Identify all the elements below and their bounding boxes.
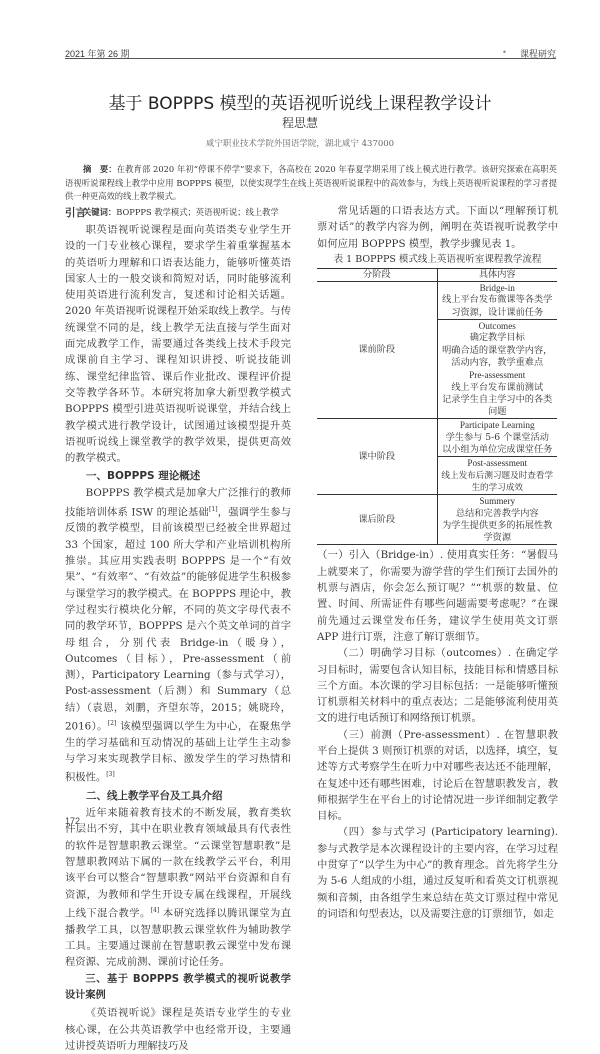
keywords-label: 关键词： [83,207,117,217]
cell-title: Pre-assessment [469,370,526,381]
section-2-paragraph [65,805,291,970]
page-number: 172 [65,816,81,826]
citation: [3] [106,771,115,779]
table-row [317,282,557,320]
cell-text: 总结和完善教学内容 [455,507,539,519]
author: 程思慧 [281,116,318,130]
section-1-heading: 一、BOPPPS 理论概述 [86,470,201,483]
cell-text: 线上平台发布课前测试 [451,381,544,393]
content-cell [437,457,557,495]
cell-title: Participate Learning [459,420,535,431]
cell-text: 学生参与 5-6 个课堂活动 [445,431,549,443]
table-row [317,419,557,457]
abstract-text: 在教育部 2020 年初“停课不停学”要求下，各高校在 2020 年春夏学期采用了线上模式进行教学。该研究探索在高职英语视听说课程线上教学中应用 BOPPPS 模型，以使实现学生在线上英语视听说课程中的高效参与，为线上英语视听说课程的学习者提供一种更高效的线上教学模式。 [65,164,557,201]
paper-title: 基于 BOPPPS 模型的英语视听说线上课程教学设计 [108,94,492,114]
abstract [65,163,557,204]
content-cell [437,495,557,545]
content-cell [437,320,557,419]
teaching-flow-table [317,268,557,546]
outcomes-paragraph: （二）明确学习目标（outcomes）. 在确定学习目标时，需要包含认知目标，技能目标和情感目标三个方面。本次课的学习目标包括：一是能够听懂预订机票相关材料中的重点表达；二是能够流利使用英文的进行电话预订和网络预订机票。 [317,647,558,725]
section-1-paragraph [65,485,291,786]
cell-title: Post-assessment [467,458,528,469]
participatory-learning-paragraph: （四）参与式学习 (Participatory learning). 参与式教学是本次课程设计的主要内容，在学习过程中贯穿了“以学生为中心”的教育理念。首先将学生分为 5-6 人组成的小组，通过反复听和看英文订机票视频和音频，由各组学生来总结在英文订票过程中常见的词语和句型表达，以及需要注意的订票细节，如走 [317,826,558,920]
bridge-in-paragraph: （一）引入（Bridge-in）. 使用真实任务：“暑假马上就要来了，你需要为游学营的学生们预订去国外的机票与酒店，你会怎么预订呢？”“机票的数量、位置、时间、所需证件有哪些问题需要考虑呢？”在课前先通过云课堂发布任务，建议学生使用英文订票 APP 进行订票，注意了解订票细节。 [317,549,558,643]
running-header [65,47,556,59]
intro-heading: 引言 [65,207,86,219]
section-2-heading: 二、线上教学平台及工具介绍 [86,790,223,803]
text: 该模型强调以学生为中心，在聚焦学生的学习基础和互动情况的基础上让学生主动参与学习来实现教学目标、激发学生的学习热情和积极性。 [65,720,291,784]
cell-text: 线上平台发布微课等各类学习资源，设计课前任务 [442,294,553,318]
text: BOPPPS 教学模式是加拿大广泛推行的教师技能培训体系 ISW 的理论基础 [65,487,291,519]
table-header: 分阶段 [317,268,437,281]
table-header: 具体内容 [437,268,557,281]
left-column [65,203,291,1054]
citation: [4] [150,906,160,914]
pre-assessment-paragraph: （三）前测（Pre-assessment）. 在智慧职教平台上提供 3 则预订机票的对话，以选择，填空，复述等方式考察学生在听力中对哪些表达还不能理解，在复述中还有哪些困难，讨论后在智慧职教发言，教师根据学生在平台上的讨论情况进一步详细制定教学目标。 [317,728,558,823]
section-3-heading: 三、基于 BOPPPS 教学模式的视听说教学设计案例 [65,974,291,1002]
table-caption: 表 1 BOPPPS 模式线上英语视听室课程教学流程 [333,253,542,265]
citation: [1] [209,505,218,513]
section-label: 课程研究 [519,49,556,59]
cell-text: 线上发布后测习题及时查看学生的学习成效 [441,470,554,493]
cell-title: Bridge-in [479,283,515,294]
section-3-paragraph: 《英语视听说》课程是英语专业学生的专业核心课，在公共英语教学中也经常开设，主要通过讲授英语听力理解技巧及 [65,1007,291,1053]
continued-paragraph: 常见话题的口语表达方式。下面以“理解预订机票对话”的教学内容为例，阐明在英语视听说教学中如何应用 BOPPPS 模型，教学步骤见表 1。 [317,205,558,250]
stage-cell: 课后阶段 [317,495,437,545]
issue-label: 2021 年第 26 期 [65,49,130,59]
bullet-icon: • [502,47,506,57]
affiliation: 咸宁职业技术学院外国语学院，湖北咸宁 437000 [205,139,395,149]
cell-text: 以小组为单位完成课堂任务 [442,444,553,456]
keywords-text: BOPPPS 教学模式；英语视听说；线上教学 [116,207,279,217]
table-header-row [317,268,557,281]
right-column [317,203,558,922]
text: ，强调学生参与反馈的教学模型，目前该模型已经被全世界超过 33 个国家，超过 100 所大学和产业培训机构所推崇。其应用实践表明 BOPPPS 是一个“有效果”、“有效率”、“有效益”的能够促进学生积极参与课堂学习的教学模式。在 BOPPPS 理论中，教学过程实行模块化分解，不同的英文字母代表不同的教学环节，BOPPPS 是六个英文单词的首字母组合，分别代表 Bridge-in（暖身），Outcomes（目标），Pre-assessment（前测），Participatory Learning（参与式学习），Post-assessment（后测）和 Summary（总结）（袁恩，刘鹏，齐望东等，2015；姚晓玲，2016）。 [65,506,291,733]
text: 近年来随着教育技术的不断发展，教育类软件层出不穷，其中在职业教育领域最具有代表性的软件是智慧职教云课堂。“云课堂智慧职教”是智慧职教网站下属的一款在线教学云平台，利用该平台可以整合“智慧职教”网站平台资源和自有资源，为教师和学生开设专属在线课程，开展线上线下混合教学。 [65,807,291,920]
content-cell [437,282,557,320]
cell-title: Summery [479,496,516,507]
cell-text: 确定教学目标 [469,332,525,344]
abstract-label: 摘 要： [83,164,117,174]
intro-paragraph: 职英语视听说课程是面向英语类专业学生开设的一门专业核心课程，要求学生着重掌握基本的英语听力理解和口语表达能力，能够听懂英语国家人士的一般交谈和简短对话，同时能够流利使用英语进行流利发言，复述和讨论相关话题。2020 年英语视听说课程开始采取线上教学。与传统课堂不同的是，线上教学无法直接与学生面对面完成教学工作，需要通过各类线上技术手段完成课前自主学习、课程知识讲授、听说技能训练、课堂纪律监管、课后作业批改、课程评价提交等教学各环节。本研究将加拿大新型教学模式 BOPPPS 模型引进英语视听说课堂，并结合线上教学模式进行教学设计，试图通过该模型提升英语视听说线上课堂教学的教学效果，提供更高效的教学模式。 [65,224,291,465]
text: 本研究选择以腾讯课堂为直播教学工具，以智慧职教云课堂软件为辅助教学工具。主要通过课前在智慧职教云课堂中发布课程资源、完成前测、课前讨论任务。 [65,907,291,969]
stage-cell: 课中阶段 [317,419,437,495]
citation: [2] [107,720,117,728]
cell-text: 记录学生自主学习中的各类问题 [442,393,553,418]
cell-text: 明确合适的课堂教学内容，活动内容，教学重难点 [442,344,553,368]
cell-title: Outcomes [478,321,516,332]
content-cell [437,419,557,457]
cell-text: 为学生提供更多的拓展性教学资源 [442,519,553,544]
stage-cell: 课前阶段 [317,282,437,419]
table-row [317,495,557,545]
